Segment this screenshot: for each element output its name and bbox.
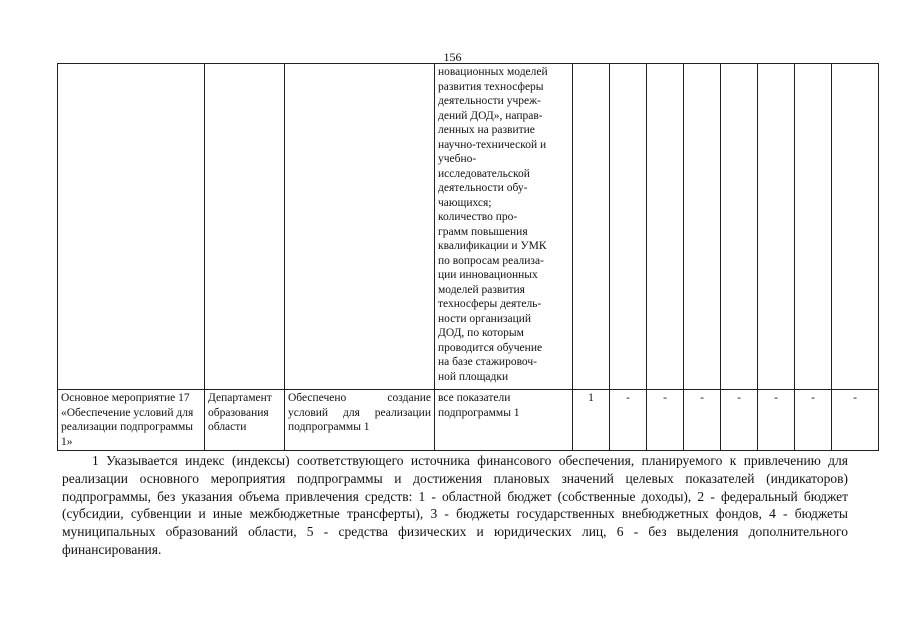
cell-source-5: - — [721, 390, 758, 451]
cell-result: Обеспечено создание условий для реализации подпрограммы 1 — [285, 390, 435, 451]
cell-value-empty — [647, 64, 684, 390]
program-measures-table — [57, 63, 879, 451]
cell-source-2: - — [610, 390, 647, 451]
cell-indicator: все показатели подпрограммы 1 — [435, 390, 573, 451]
cell-source-3: - — [647, 390, 684, 451]
table-row-measure-17 — [58, 390, 879, 451]
cell-value-empty — [758, 64, 795, 390]
indicator-continuation-text: новационных моделей развития техносферы деятельности учреж- дений ДОД», направ- ленных на развитие научно-технической и учебно- исследовательской деятельности обу- чающихся; количество про- грамм повышения квалификации и УМК по вопросам реализа- ции инновационных моделей развития техносферы деятель- ности организаций ДОД, по которым проводится обучение на базе стажировоч- ной площадки — [438, 66, 548, 383]
cell-indicator-continuation — [435, 64, 573, 390]
cell-executor: Департамент образования области — [205, 390, 285, 451]
cell-value-empty — [684, 64, 721, 390]
cell-value-empty — [795, 64, 832, 390]
cell-source-4: - — [684, 390, 721, 451]
footnote: 1 Указывается индекс (индексы) соответствующего источника финансового обеспечения, планируемого к привлечению для реализации основного мероприятия подпрограммы и достижения плановых значений целевых показателей (индикаторов) подпрограммы, без указания объема привлечения средств: 1 - областной бюджет (собственные доходы), 2 - федеральный бюджет (субсидии, субвенции и иные межбюджетные трансферты), 3 - бюджеты государственных внебюджетных фондов, 4 - бюджеты муниципальных образований области, 5 - средства физических и юридических лиц, 6 - без выделения дополнительного финансирования. — [62, 453, 848, 557]
cell-measure-empty — [58, 64, 205, 390]
page-number: 156 — [443, 50, 462, 64]
cell-source-8: - — [832, 390, 879, 451]
cell-executor-empty — [205, 64, 285, 390]
cell-measure-name: Основное мероприятие 17 «Обеспечение условий для реализации подпрограммы 1» — [58, 390, 205, 451]
cell-value-empty — [832, 64, 879, 390]
cell-source-7: - — [795, 390, 832, 451]
cell-value-empty — [721, 64, 758, 390]
cell-value-empty — [573, 64, 610, 390]
table-row-continuation — [58, 64, 879, 390]
cell-value-empty — [610, 64, 647, 390]
cell-source-6: - — [758, 390, 795, 451]
cell-source-1: 1 — [573, 390, 610, 451]
cell-result-empty — [285, 64, 435, 390]
